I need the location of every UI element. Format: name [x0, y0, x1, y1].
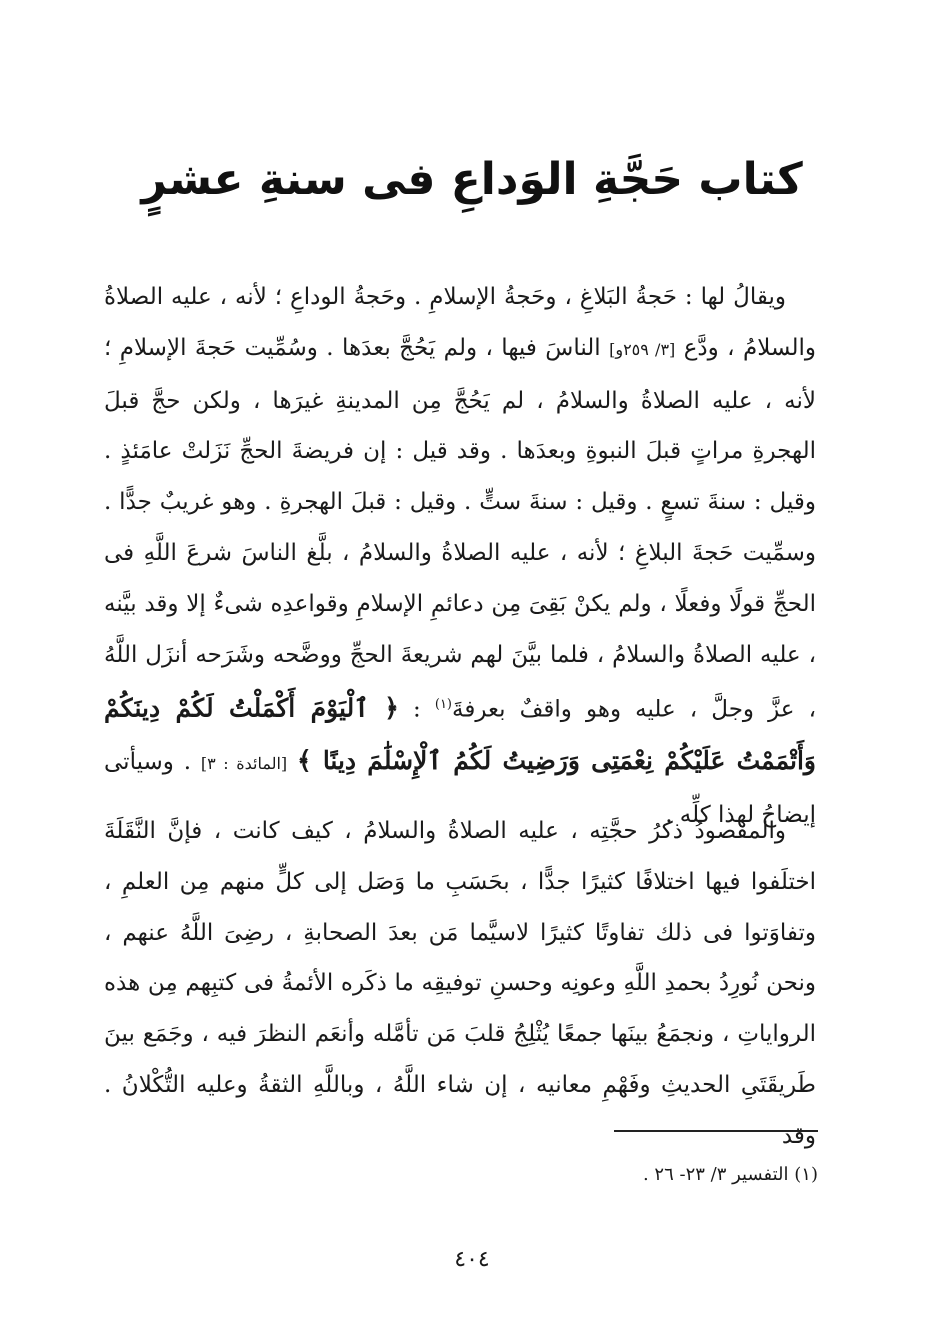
- chapter-title: كتاب حَجَّةِ الوَداعِ فى سنةِ عشرٍ: [141, 154, 803, 205]
- paragraph-2-text: والمقصودُ ذكرُ حجَّتِه ، عليه الصلاةُ والسلامُ ، كيف كانت ، فإنَّ النَّقَلَةَ اختلَفوا فيها اختلافًا كثيرًا جدًّا ، بحَسَبِ ما وَصَل إلى كلٍّ منهم مِن العلمِ ، وتفاوَتوا فى ذلك تفاوتًا كثيرًا لاسيَّما مَن بعدَ الصحابةِ ، رضِىَ اللَّهُ عنهم ، ونحن نُورِدُ بحمدِ اللَّهِ وعونِه وحسنِ توفيقِه ما ذكَره الأئمةُ فى كتبِهم مِن هذه الرواياتِ ، ونجمَعُ بينَها جمعًا يُثْلِجُ قلبَ مَن تأمَّله وأنعَم النظرَ فيه ، وجَمَع بينَ طَريقَتَىِ الحديثِ وفَهْمِ معانيه ، إن شاء اللَّهُ ، وباللَّهِ الثقةُ وعليه التُّكْلانُ . وقد: [104, 818, 816, 1149]
- footnote-marker: (١): [434, 697, 452, 713]
- colon: :: [413, 697, 435, 724]
- paragraph-1: [104, 272, 816, 840]
- edition-page-reference: [٣/ ٢٥٩و]: [609, 339, 676, 359]
- verse-reference: [المائدة : ٣]: [200, 753, 288, 773]
- page-number: ٤٠٤: [454, 1247, 490, 1272]
- paragraph-1-text-end: . وسيأتى إيضاحُ لهذا كلِّه .: [104, 748, 816, 828]
- paragraph-1-text-middle: الناسَ فيها ، ولم يَحُجَّ بعدَها . وسُمِّيت حَجةَ الإسلامِ ؛ لأنه ، عليه الصلاةُ والسلامُ ، لم يَحُجَّ مِن المدينةِ غيرَها ، ولكن حجَّ قبلَ الهجرةِ مراتٍ قبلَ النبوةِ وبعدَها . وقد قيل : إن فريضةَ الحجِّ نَزَلتْ عامَئذٍ . وقيل : سنةَ تسعٍ . وقيل : سنةَ ستٍّ . وقيل : قبلَ الهجرةِ . وهو غريبٌ جدًّا . وسمِّيت حَجةَ البلاغِ ؛ لأنه ، عليه الصلاةُ والسلامُ ، بلَّغ الناسَ شرعَ اللَّهِ فى الحجِّ قولًا وفعلًا ، ولم يكنْ بَقِىَ مِن دعائمِ الإسلامِ وقواعدِه شىءٌ إلا وقد بيَّنه ، عليه الصلاةُ والسلامُ ، فلما بيَّنَ لهم شريعةَ الحجِّ ووضَّحه وشَرَحه أنزَل اللَّهُ ، عزَّ وجلَّ ، عليه وهو واقفٌ بعرفةَ: [104, 334, 817, 724]
- paragraph-2: [104, 806, 816, 1162]
- paragraph-1-text-start: ويقالُ لها : حَجةُ البَلاغِ ، وحَجةُ الإسلامِ . وحَجةُ الوداعِ ؛ لأنه ، عليه الصلاةُ والسلامُ ، ودَّع: [104, 284, 817, 361]
- footnote: (١) التفسير ٣/ ٢٣- ٢٦ .: [642, 1164, 818, 1185]
- footnote-divider: [614, 1130, 818, 1132]
- quran-verse: ﴿ ٱلْيَوْمَ أَكْمَلْتُ لَكُمْ دِينَكُمْ وَأَتْمَمْتُ عَلَيْكُمْ نِعْمَتِى وَرَضِيتُ لَكُمُ ٱلْإِسْلَٰمَ دِينًا ﴾: [104, 694, 817, 775]
